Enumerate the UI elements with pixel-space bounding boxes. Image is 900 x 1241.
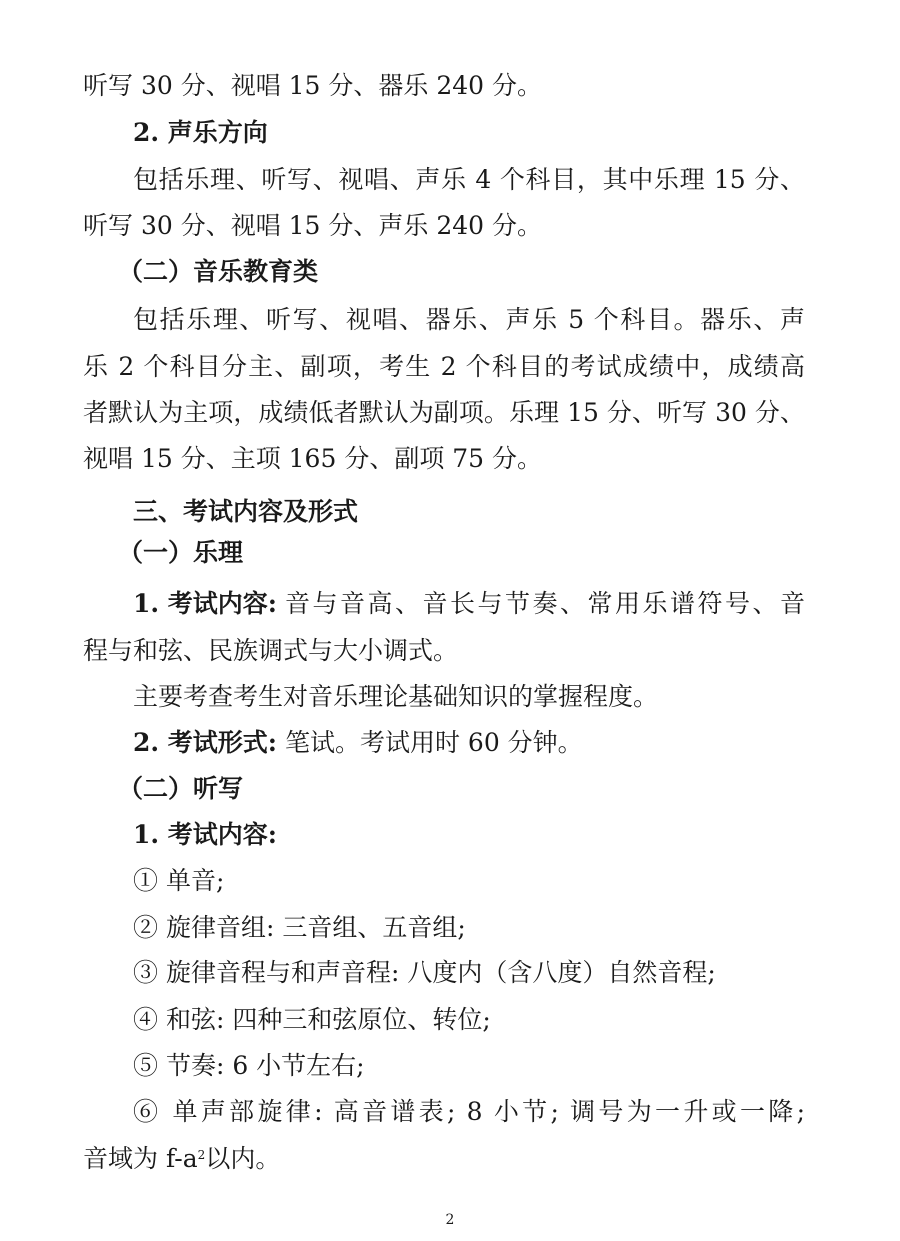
text-line: 听写 30 分、视唱 15 分、声乐 240 分。	[83, 211, 543, 240]
label-exam-content: 1. 考试内容:	[133, 820, 278, 849]
superscript: 2	[197, 1148, 206, 1162]
text-line: 包括乐理、听写、视唱、声乐 4 个科目，其中乐理 15 分、	[133, 165, 805, 194]
section-heading-theory: （一）乐理	[118, 538, 244, 567]
list-item: ② 旋律音组: 三音组、五音组;	[133, 913, 466, 942]
text-line	[133, 727, 583, 759]
text-line: 程与和弦、民族调式与大小调式。	[83, 636, 459, 665]
text-line: 乐 2 个科目分主、副项，考生 2 个科目的考试成绩中，成绩高	[83, 352, 805, 381]
text-line	[83, 1143, 280, 1175]
text-span: 音与音高、音长与节奏、常用乐谱符号、音	[285, 589, 805, 618]
text-line: 主要考查考生对音乐理论基础知识的掌握程度。	[133, 682, 659, 711]
text-line: 视唱 15 分、主项 165 分、副项 75 分。	[83, 444, 543, 473]
section-heading-music-education: （二）音乐教育类	[118, 257, 319, 286]
text-line: 者默认为主项，成绩低者默认为副项。乐理 15 分、听写 30 分、	[83, 398, 805, 427]
list-item: ③ 旋律音程与和声音程: 八度内（含八度）自然音程;	[133, 958, 716, 987]
label-exam-content: 1. 考试内容:	[133, 589, 278, 618]
text-line	[133, 588, 805, 620]
list-item: ⑥ 单声部旋律: 高音谱表; 8 小节; 调号为一升或一降;	[133, 1097, 805, 1126]
section-heading-dictation: （二）听写	[118, 774, 244, 803]
text-span: 音域为 f-a	[83, 1144, 198, 1173]
label-exam-form: 2. 考试形式:	[133, 728, 278, 757]
list-item: ⑤ 节奏: 6 小节左右;	[133, 1051, 365, 1080]
list-item: ① 单音;	[133, 866, 225, 895]
text-span: 笔试。考试用时 60 分钟。	[277, 728, 583, 757]
text-span: 以内。	[205, 1144, 281, 1173]
page-number: 2	[445, 1212, 455, 1228]
text-line: 听写 30 分、视唱 15 分、器乐 240 分。	[83, 71, 543, 100]
subheading-vocal: 2. 声乐方向	[133, 118, 268, 147]
chapter-heading: 三、考试内容及形式	[133, 497, 359, 526]
text-line: 包括乐理、听写、视唱、器乐、声乐 5 个科目。器乐、声	[133, 305, 805, 334]
list-item: ④ 和弦: 四种三和弦原位、转位;	[133, 1005, 491, 1034]
